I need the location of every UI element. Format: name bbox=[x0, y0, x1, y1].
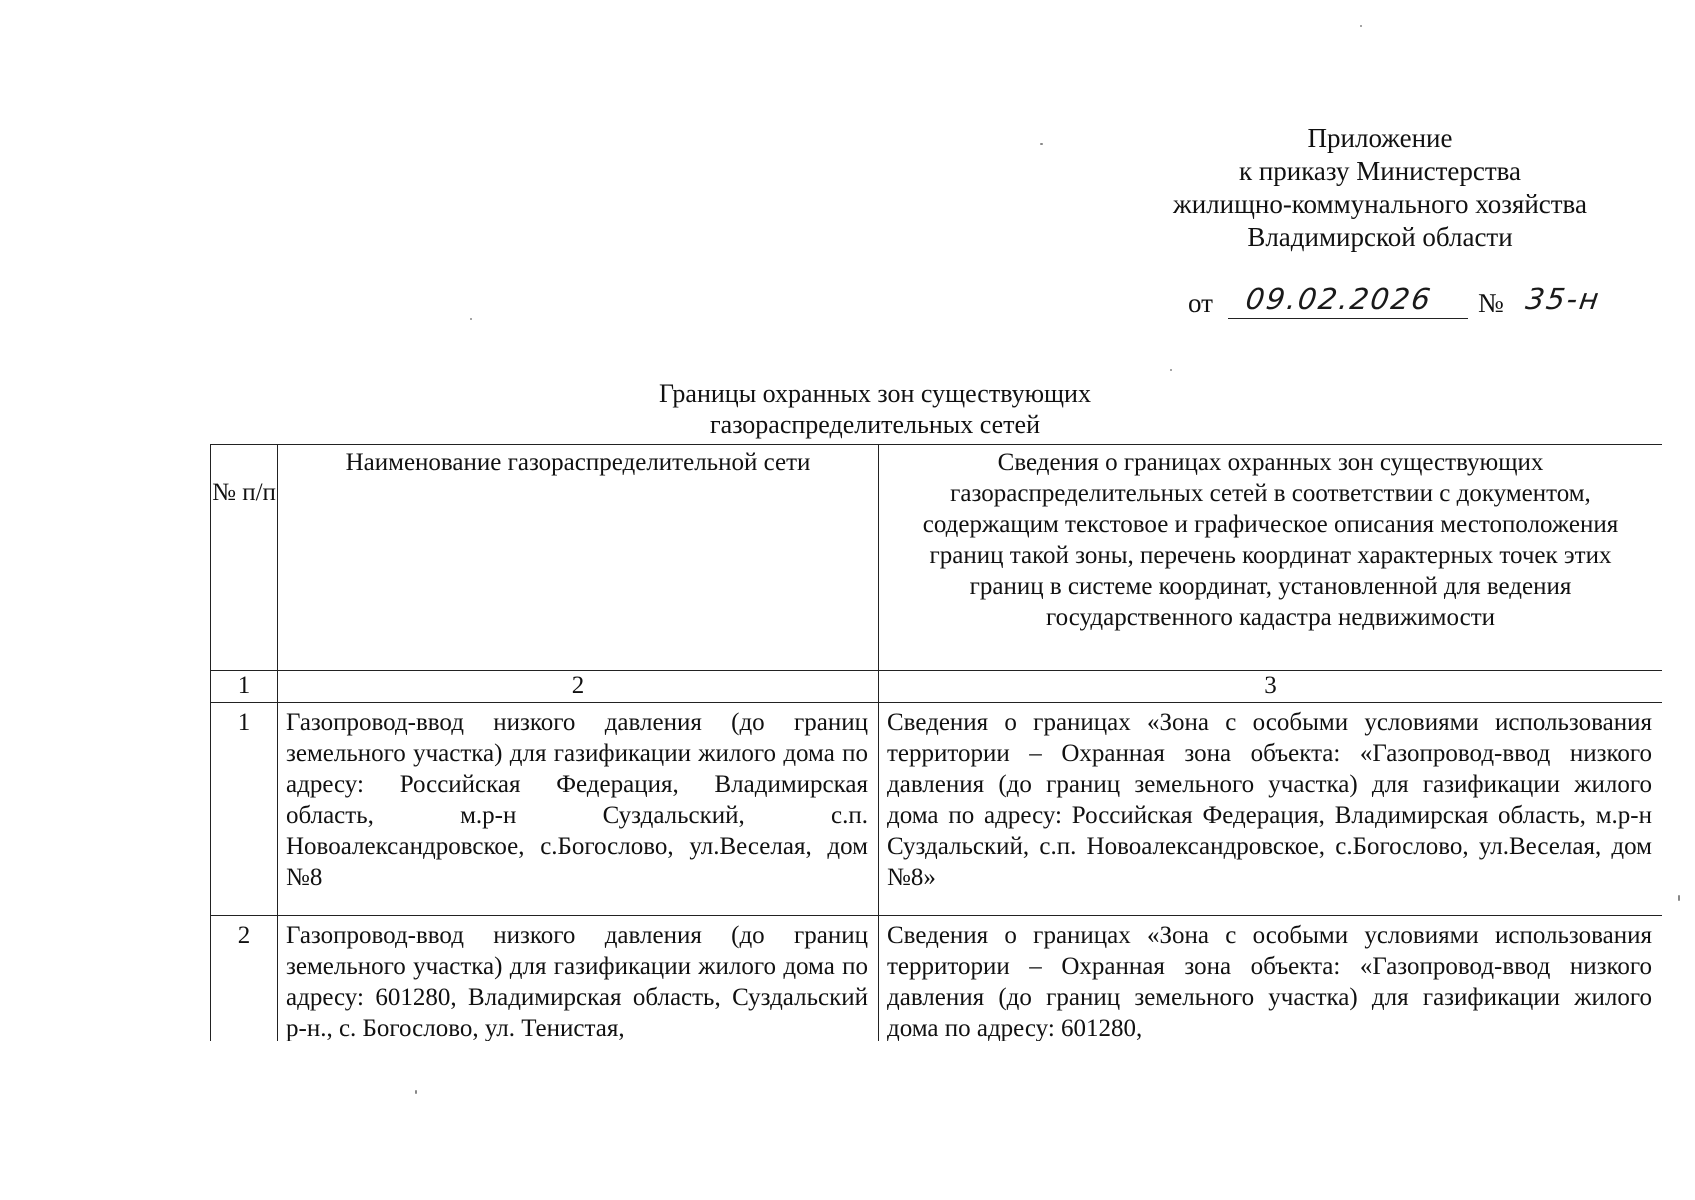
order-number-handwritten: 35-н bbox=[1523, 282, 1603, 316]
column-index: 3 bbox=[879, 671, 1663, 703]
document-title bbox=[560, 378, 1190, 440]
column-index: 2 bbox=[278, 671, 879, 703]
boundary-info: Сведения о границах «Зона с особыми условиями использования территории – Охранная зона объекта: «Газопровод-ввод низкого давления (до границ земельного участка) для газификации жилого дома по адресу: 601280, bbox=[879, 916, 1663, 1042]
column-index: 1 bbox=[211, 671, 278, 703]
order-reference bbox=[1188, 284, 1628, 324]
boundaries-table bbox=[210, 444, 1662, 1041]
order-date-field bbox=[1228, 284, 1468, 319]
network-name: Газопровод-ввод низкого давления (до границ земельного участка) для газификации жилого дома по адресу: Российская Федерация, Владимирская область, м.р-н Суздальский, с.п. Новоалександровское, с.Богослово, ул.Веселая, дом №8 bbox=[278, 703, 879, 916]
scan-speck bbox=[415, 1090, 417, 1094]
header-info: Сведения о границах охранных зон существующих газораспределительных сетей в соответствии с документом, содержащим текстовое и графическое описания местоположения границ такой зоны, перечень координат характерных точек этих границ в системе координат, установленной для ведения государственного кадастра недвижимости bbox=[879, 445, 1663, 671]
row-number: 1 bbox=[211, 703, 278, 916]
scan-speck bbox=[1040, 143, 1043, 145]
scan-speck bbox=[1678, 895, 1680, 901]
order-number-field bbox=[1518, 284, 1606, 318]
table-row bbox=[211, 703, 1663, 916]
scan-speck bbox=[470, 318, 472, 320]
table-row bbox=[211, 916, 1663, 1042]
table-header-row bbox=[211, 445, 1663, 671]
boundary-info: Сведения о границах «Зона с особыми условиями использования территории – Охранная зона объекта: «Газопровод-ввод низкого давления (до границ земельного участка) для газификации жилого дома по адресу: Российская Федерация, Владимирская область, м.р-н Суздальский, с.п. Новоалександровское, с.Богослово, ул.Веселая, дом №8» bbox=[879, 703, 1663, 916]
table-container bbox=[210, 444, 1662, 1041]
header-num: № п/п bbox=[211, 445, 278, 671]
scan-speck bbox=[1360, 25, 1362, 27]
appendix-header bbox=[1160, 122, 1600, 254]
order-from-label: от bbox=[1188, 288, 1213, 318]
appendix-line: Приложение bbox=[1307, 123, 1453, 153]
header-name: Наименование газораспределительной сети bbox=[278, 445, 879, 671]
scan-speck bbox=[1170, 369, 1172, 371]
appendix-line: Владимирской области bbox=[1247, 222, 1513, 252]
network-name: Газопровод-ввод низкого давления (до границ земельного участка) для газификации жилого дома по адресу: 601280, Владимирская область, Суздальский р-н., с. Богослово, ул. Тенистая, bbox=[278, 916, 879, 1042]
title-line: Границы охранных зон существующих bbox=[659, 379, 1091, 408]
title-line: газораспределительных сетей bbox=[709, 410, 1040, 439]
column-index-row bbox=[211, 671, 1663, 703]
row-number: 2 bbox=[211, 916, 278, 1042]
order-date-handwritten: 09.02.2026 bbox=[1243, 282, 1435, 316]
appendix-line: жилищно-коммунального хозяйства bbox=[1173, 189, 1587, 219]
order-number-label: № bbox=[1478, 288, 1504, 318]
appendix-line: к приказу Министерства bbox=[1238, 156, 1522, 186]
